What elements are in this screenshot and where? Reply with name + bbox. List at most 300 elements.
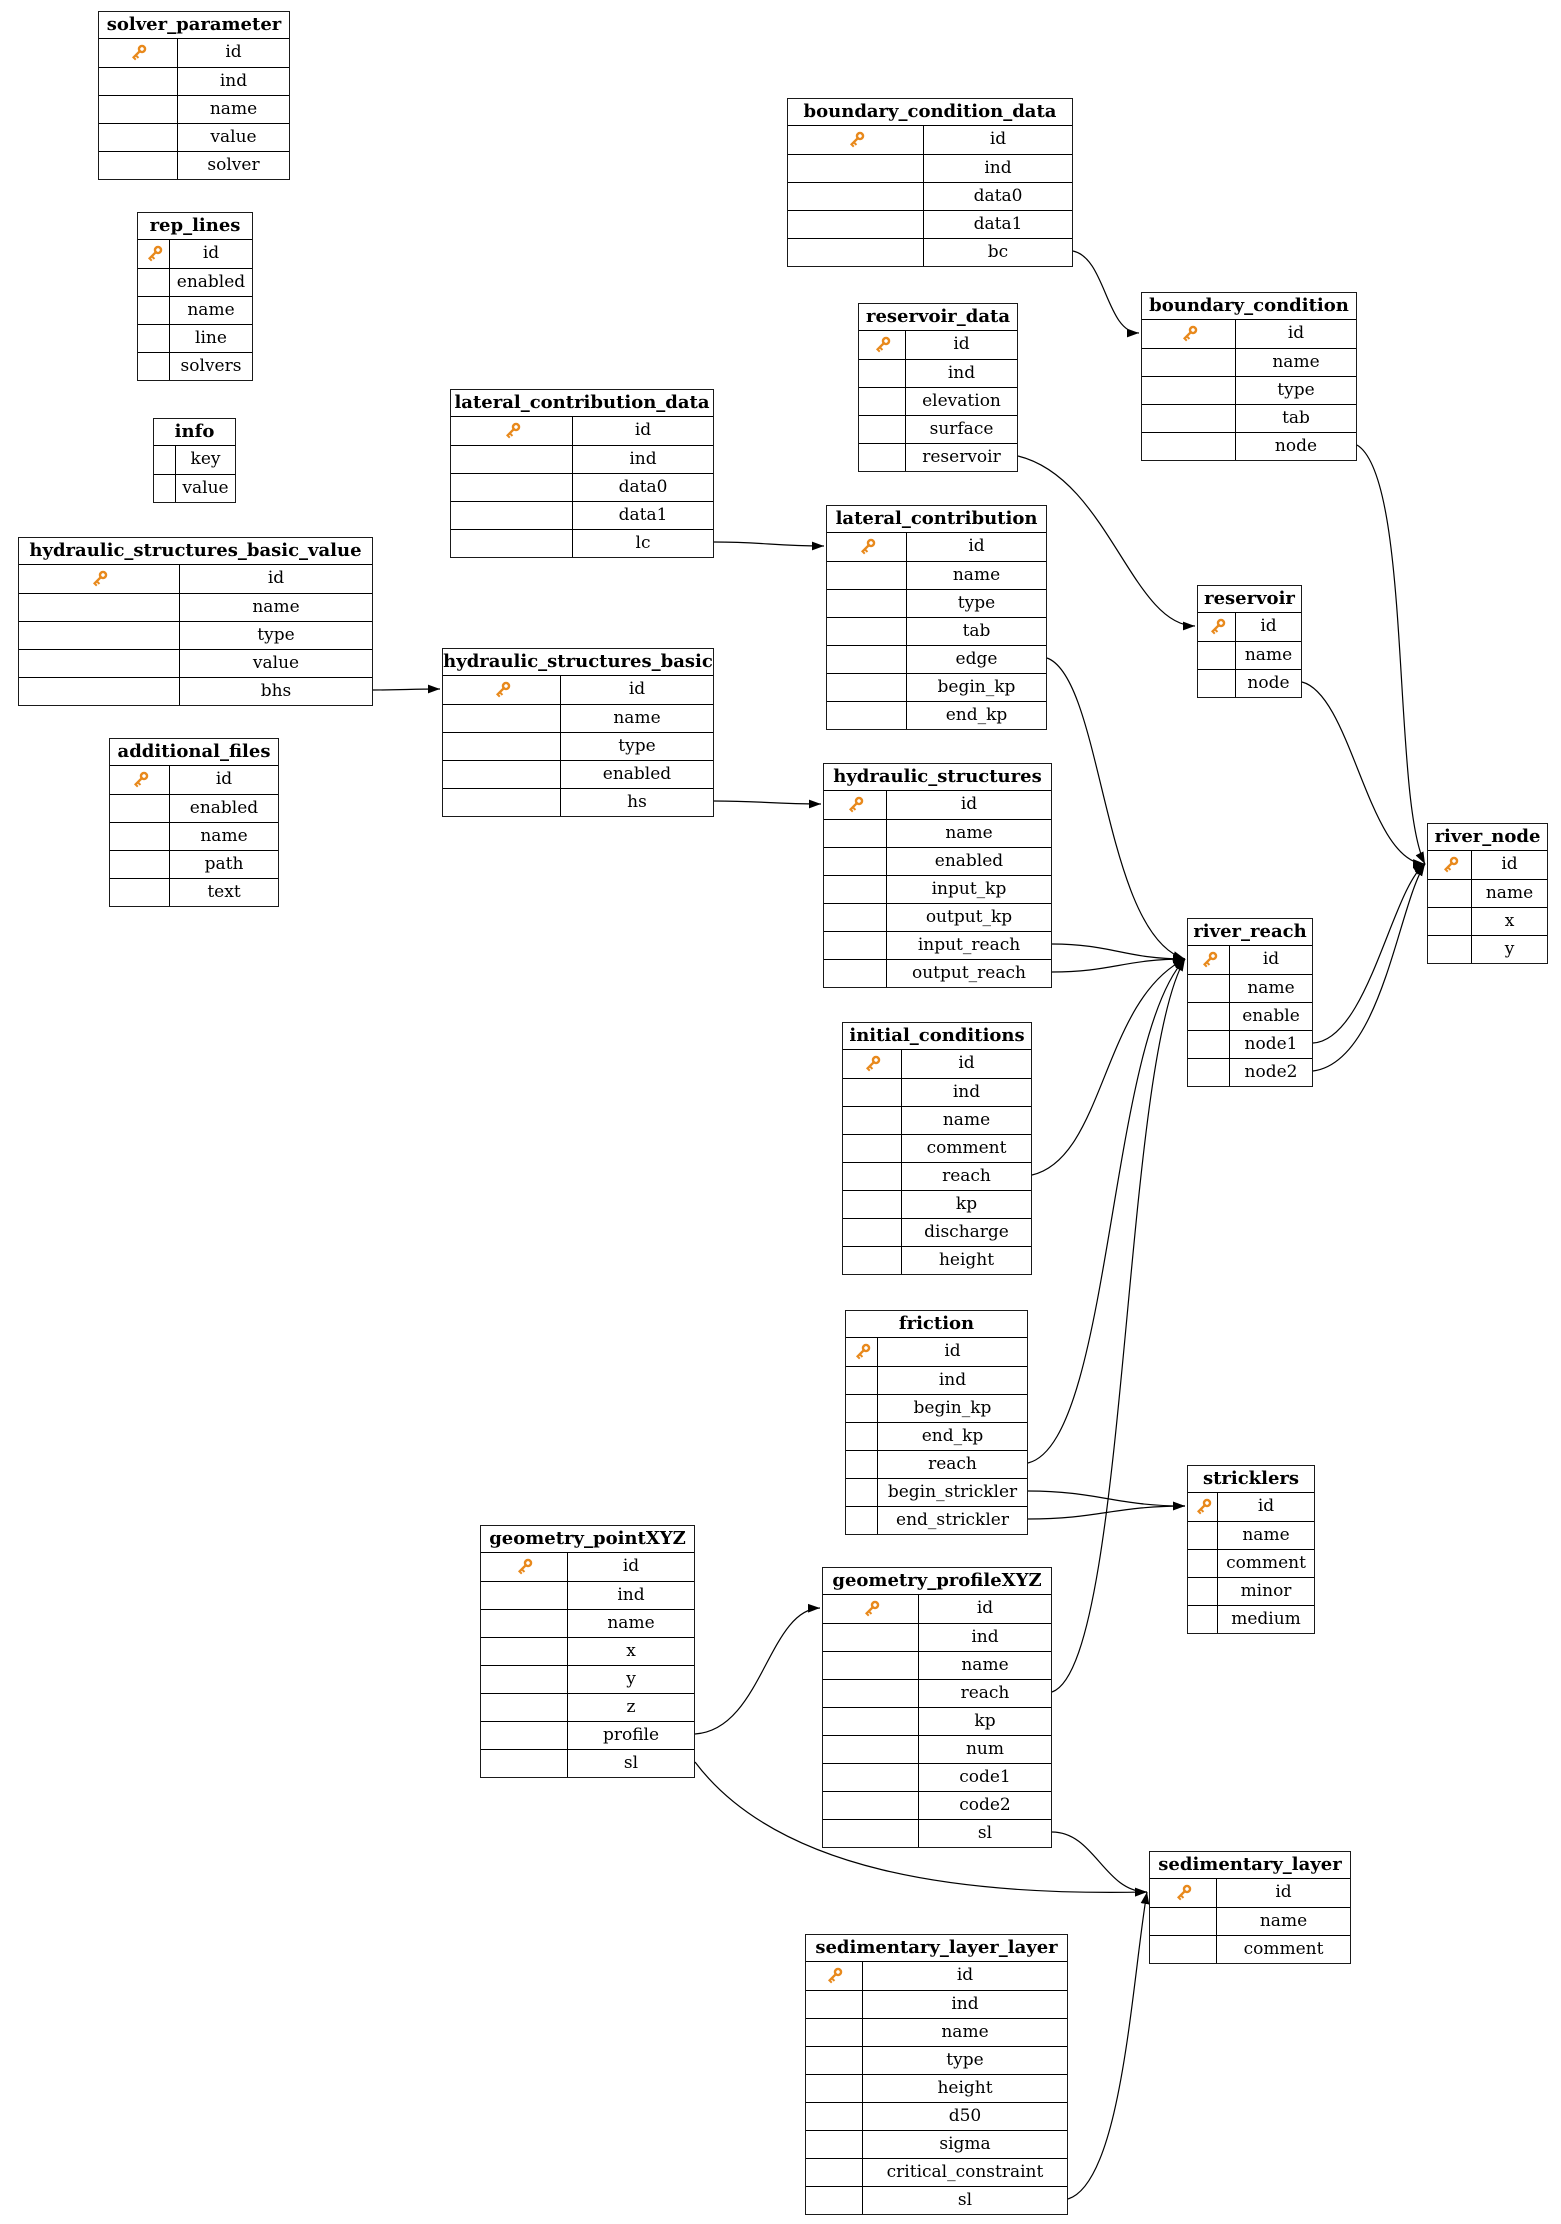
relation-lateral_contribution_data.lc-to-lateral_contribution.id bbox=[714, 542, 824, 546]
field-label: data0 bbox=[973, 186, 1023, 206]
field-row-sedimentary_layer_layer-height bbox=[806, 2074, 1067, 2102]
table-additional_files bbox=[109, 738, 279, 907]
field-label: ind bbox=[629, 449, 657, 469]
field-row-geometry_pointXYZ-z bbox=[481, 1693, 694, 1721]
field-row-lateral_contribution-begin_kp bbox=[827, 673, 1046, 701]
key-cell-empty bbox=[138, 325, 170, 352]
key-cell-empty bbox=[1150, 1908, 1217, 1935]
field-label: name bbox=[1259, 1911, 1308, 1931]
key-cell-empty bbox=[846, 1367, 878, 1394]
key-cell-empty bbox=[110, 795, 170, 822]
field-label: data1 bbox=[973, 214, 1023, 234]
key-cell-empty bbox=[823, 1820, 919, 1847]
table-rep_lines bbox=[137, 212, 253, 381]
field-label: name bbox=[613, 708, 661, 728]
field-row-friction-end_kp bbox=[846, 1422, 1027, 1450]
field-label: end_kp bbox=[921, 1426, 984, 1446]
field-label: id bbox=[1260, 616, 1277, 636]
key-cell-empty bbox=[443, 761, 561, 788]
primary-key-cell bbox=[806, 1962, 863, 1990]
primary-key-cell bbox=[1428, 851, 1472, 879]
table-title-geometry_profileXYZ: geometry_profileXYZ bbox=[823, 1568, 1051, 1595]
field-label: name bbox=[1244, 645, 1293, 665]
field-label: solvers bbox=[180, 356, 242, 376]
key-cell-empty bbox=[824, 904, 887, 931]
field-row-boundary_condition_data-ind bbox=[788, 154, 1072, 182]
key-cell-empty bbox=[1188, 1031, 1230, 1058]
field-label: z bbox=[626, 1697, 636, 1717]
table-friction bbox=[845, 1310, 1028, 1535]
field-label: name bbox=[1247, 978, 1295, 998]
field-label: id bbox=[1275, 1882, 1292, 1902]
field-row-lateral_contribution-tab bbox=[827, 617, 1046, 645]
primary-key-icon bbox=[502, 421, 522, 441]
table-title-boundary_condition: boundary_condition bbox=[1142, 293, 1356, 320]
field-row-reservoir_data-surface bbox=[859, 415, 1017, 443]
table-title-hydraulic_structures_basic_value: hydraulic_structures_basic_value bbox=[19, 538, 372, 565]
primary-key-icon bbox=[128, 43, 148, 63]
relation-geometry_profileXYZ.sl-to-sedimentary_layer.id bbox=[1052, 1832, 1147, 1892]
table-title-hydraulic_structures: hydraulic_structures bbox=[824, 764, 1051, 791]
field-label: id bbox=[225, 42, 242, 62]
key-cell-empty bbox=[1142, 405, 1236, 432]
field-label: type bbox=[946, 2050, 984, 2070]
key-cell-empty bbox=[1188, 1059, 1230, 1086]
primary-key-icon bbox=[492, 680, 512, 700]
field-label: bc bbox=[987, 242, 1009, 262]
primary-key-icon bbox=[861, 1599, 881, 1619]
key-cell-empty bbox=[110, 823, 170, 850]
field-row-stricklers-minor bbox=[1188, 1577, 1314, 1605]
key-cell-empty bbox=[99, 96, 178, 123]
primary-key-icon bbox=[852, 1342, 872, 1362]
field-row-lateral_contribution_data-ind bbox=[451, 445, 713, 473]
field-row-reservoir-node bbox=[1198, 669, 1301, 697]
primary-key-icon bbox=[846, 130, 866, 150]
field-row-initial_conditions-comment bbox=[843, 1134, 1031, 1162]
field-row-reservoir_data-ind bbox=[859, 359, 1017, 387]
key-cell-empty bbox=[788, 211, 924, 238]
field-row-geometry_pointXYZ-profile bbox=[481, 1721, 694, 1749]
primary-key-cell bbox=[1188, 946, 1230, 974]
field-label: id bbox=[968, 536, 985, 556]
key-cell-empty bbox=[19, 622, 180, 649]
key-cell-empty bbox=[1188, 1550, 1218, 1577]
field-label: solver bbox=[207, 155, 260, 175]
field-label: name bbox=[1242, 1525, 1290, 1545]
key-cell-empty bbox=[827, 674, 907, 701]
field-row-friction-id bbox=[846, 1338, 1027, 1366]
field-row-additional_files-name bbox=[110, 822, 278, 850]
field-row-sedimentary_layer-id bbox=[1150, 1879, 1350, 1907]
relation-boundary_condition.node-to-river_node.id bbox=[1357, 445, 1425, 864]
key-cell-empty bbox=[824, 876, 887, 903]
key-cell-empty bbox=[1198, 670, 1236, 697]
field-row-hydraulic_structures-name bbox=[824, 819, 1051, 847]
primary-key-cell bbox=[138, 240, 170, 268]
table-title-sedimentary_layer_layer: sedimentary_layer_layer bbox=[806, 1935, 1067, 1962]
field-row-sedimentary_layer_layer-name bbox=[806, 2018, 1067, 2046]
key-cell-empty bbox=[806, 1991, 863, 2018]
field-row-info-key bbox=[154, 446, 235, 474]
key-cell-empty bbox=[451, 446, 573, 473]
field-label: id bbox=[960, 794, 978, 814]
field-label: enabled bbox=[176, 272, 246, 292]
key-cell-empty bbox=[1428, 936, 1472, 963]
field-row-sedimentary_layer_layer-id bbox=[806, 1962, 1067, 1990]
table-info bbox=[153, 418, 236, 503]
key-cell-empty bbox=[788, 239, 924, 266]
key-cell-empty bbox=[19, 650, 180, 677]
field-label: name bbox=[200, 826, 248, 846]
field-row-initial_conditions-ind bbox=[843, 1078, 1031, 1106]
key-cell-empty bbox=[843, 1135, 902, 1162]
field-label: name bbox=[209, 99, 258, 119]
field-row-rep_lines-id bbox=[138, 240, 252, 268]
primary-key-icon bbox=[1440, 855, 1460, 875]
field-label: enabled bbox=[189, 798, 259, 818]
relation-river_reach.node1-to-river_node.id bbox=[1313, 864, 1425, 1043]
field-row-geometry_profileXYZ-reach bbox=[823, 1679, 1051, 1707]
field-row-sedimentary_layer-name bbox=[1150, 1907, 1350, 1935]
key-cell-empty bbox=[859, 444, 906, 471]
relation-initial_conditions.reach-to-river_reach.id bbox=[1032, 959, 1185, 1175]
field-label: ind bbox=[947, 363, 976, 383]
table-river_reach bbox=[1187, 918, 1313, 1087]
key-cell-empty bbox=[451, 502, 573, 529]
field-label: id bbox=[1262, 949, 1280, 969]
primary-key-cell bbox=[824, 791, 887, 819]
key-cell-empty bbox=[823, 1708, 919, 1735]
relation-reservoir.node-to-river_node.id bbox=[1302, 682, 1425, 864]
field-row-hydraulic_structures_basic_value-value bbox=[19, 649, 372, 677]
table-title-reservoir: reservoir bbox=[1198, 586, 1301, 613]
key-cell-empty bbox=[827, 618, 907, 645]
relation-friction.reach-to-river_reach.id bbox=[1028, 959, 1185, 1463]
field-label: name bbox=[252, 597, 300, 617]
field-row-lateral_contribution_data-lc bbox=[451, 529, 713, 557]
field-label: reservoir bbox=[922, 447, 1001, 467]
field-row-boundary_condition-node bbox=[1142, 432, 1356, 460]
field-label: output_reach bbox=[912, 963, 1026, 983]
field-row-boundary_condition_data-id bbox=[788, 126, 1072, 154]
primary-key-icon bbox=[857, 537, 877, 557]
field-label: key bbox=[190, 449, 221, 469]
field-label: id bbox=[989, 129, 1007, 149]
field-row-hydraulic_structures_basic_value-type bbox=[19, 621, 372, 649]
key-cell-empty bbox=[443, 705, 561, 732]
relation-geometry_pointXYZ.profile-to-geometry_profileXYZ.id bbox=[695, 1608, 820, 1734]
field-label: name bbox=[942, 1110, 991, 1130]
table-title-hydraulic_structures_basic: hydraulic_structures_basic bbox=[443, 649, 713, 676]
primary-key-cell bbox=[1142, 320, 1236, 348]
primary-key-cell bbox=[827, 533, 907, 561]
key-cell-empty bbox=[843, 1107, 902, 1134]
table-boundary_condition_data bbox=[787, 98, 1073, 267]
key-cell-empty bbox=[1142, 433, 1236, 460]
table-title-additional_files: additional_files bbox=[110, 739, 278, 766]
field-row-friction-ind bbox=[846, 1366, 1027, 1394]
relation-boundary_condition_data.bc-to-boundary_condition.id bbox=[1073, 251, 1139, 333]
field-label: id bbox=[628, 679, 646, 699]
field-row-stricklers-medium bbox=[1188, 1605, 1314, 1633]
field-row-geometry_pointXYZ-y bbox=[481, 1665, 694, 1693]
primary-key-cell bbox=[1188, 1493, 1218, 1521]
table-title-lateral_contribution: lateral_contribution bbox=[827, 506, 1046, 533]
field-row-geometry_profileXYZ-sl bbox=[823, 1819, 1051, 1847]
field-label: ind bbox=[984, 158, 1012, 178]
field-label: discharge bbox=[924, 1222, 1009, 1242]
table-stricklers bbox=[1187, 1465, 1315, 1634]
field-label: data0 bbox=[618, 477, 668, 497]
key-cell-empty bbox=[788, 183, 924, 210]
field-label: id bbox=[976, 1598, 994, 1618]
field-row-reservoir_data-id bbox=[859, 331, 1017, 359]
field-row-river_node-name bbox=[1428, 879, 1547, 907]
key-cell-empty bbox=[806, 2103, 863, 2130]
field-row-reservoir-id bbox=[1198, 613, 1301, 641]
field-row-reservoir_data-reservoir bbox=[859, 443, 1017, 471]
field-label: bhs bbox=[260, 681, 292, 701]
field-row-additional_files-path bbox=[110, 850, 278, 878]
field-label: lc bbox=[635, 533, 651, 553]
key-cell-empty bbox=[824, 960, 887, 987]
table-sedimentary_layer bbox=[1149, 1851, 1351, 1964]
table-title-lateral_contribution_data: lateral_contribution_data bbox=[451, 390, 713, 417]
field-label: value bbox=[182, 478, 229, 498]
key-cell-empty bbox=[481, 1666, 568, 1693]
key-cell-empty bbox=[843, 1191, 902, 1218]
field-row-rep_lines-solvers bbox=[138, 352, 252, 380]
field-label: data1 bbox=[618, 505, 668, 525]
field-label: id bbox=[215, 769, 233, 789]
field-row-hydraulic_structures_basic-id bbox=[443, 676, 713, 704]
key-cell-empty bbox=[481, 1610, 568, 1637]
field-row-geometry_pointXYZ-id bbox=[481, 1553, 694, 1581]
field-label: node2 bbox=[1244, 1062, 1298, 1082]
field-row-hydraulic_structures_basic_value-bhs bbox=[19, 677, 372, 705]
field-row-river_node-id bbox=[1428, 851, 1547, 879]
field-row-river_reach-enable bbox=[1188, 1002, 1312, 1030]
table-title-geometry_pointXYZ: geometry_pointXYZ bbox=[481, 1526, 694, 1553]
table-hydraulic_structures_basic_value bbox=[18, 537, 373, 706]
field-row-hydraulic_structures_basic_value-name bbox=[19, 593, 372, 621]
field-row-geometry_pointXYZ-ind bbox=[481, 1581, 694, 1609]
key-cell-empty bbox=[138, 297, 170, 324]
field-row-additional_files-text bbox=[110, 878, 278, 906]
field-label: ind bbox=[971, 1627, 999, 1647]
relation-hydraulic_structures.output_reach-to-river_reach.id bbox=[1052, 959, 1185, 972]
field-label: id bbox=[267, 568, 285, 588]
field-row-river_reach-name bbox=[1188, 974, 1312, 1002]
key-cell-empty bbox=[99, 124, 178, 151]
field-label: reach bbox=[928, 1454, 977, 1474]
key-cell-empty bbox=[827, 590, 907, 617]
table-solver_parameter bbox=[98, 11, 290, 180]
table-title-sedimentary_layer: sedimentary_layer bbox=[1150, 1852, 1350, 1879]
key-cell-empty bbox=[1428, 880, 1472, 907]
field-label: node bbox=[1247, 673, 1290, 693]
field-row-hydraulic_structures_basic-name bbox=[443, 704, 713, 732]
field-label: type bbox=[1277, 380, 1315, 400]
key-cell-empty bbox=[154, 475, 176, 502]
field-label: value bbox=[210, 127, 257, 147]
field-label: begin_strickler bbox=[887, 1482, 1018, 1502]
field-row-geometry_profileXYZ-kp bbox=[823, 1707, 1051, 1735]
field-row-lateral_contribution_data-data0 bbox=[451, 473, 713, 501]
field-label: id bbox=[944, 1341, 961, 1361]
primary-key-cell bbox=[19, 565, 180, 593]
relation-hydraulic_structures_basic_value.bhs-to-hydraulic_structures_basic.id bbox=[373, 689, 440, 690]
key-cell-empty bbox=[859, 360, 906, 387]
primary-key-cell bbox=[443, 676, 561, 704]
field-label: kp bbox=[974, 1711, 996, 1731]
key-cell-empty bbox=[823, 1624, 919, 1651]
field-row-hydraulic_structures_basic-enabled bbox=[443, 760, 713, 788]
field-row-hydraulic_structures_basic-hs bbox=[443, 788, 713, 816]
field-row-lateral_contribution-end_kp bbox=[827, 701, 1046, 729]
field-row-initial_conditions-height bbox=[843, 1246, 1031, 1274]
field-row-boundary_condition-id bbox=[1142, 320, 1356, 348]
field-label: kp bbox=[955, 1194, 978, 1214]
key-cell-empty bbox=[823, 1764, 919, 1791]
field-row-geometry_profileXYZ-ind bbox=[823, 1623, 1051, 1651]
field-row-hydraulic_structures-output_kp bbox=[824, 903, 1051, 931]
key-cell-empty bbox=[451, 530, 573, 557]
key-cell-empty bbox=[1188, 975, 1230, 1002]
key-cell-empty bbox=[823, 1652, 919, 1679]
table-reservoir_data bbox=[858, 303, 1018, 472]
field-label: id bbox=[1501, 854, 1518, 874]
field-row-hydraulic_structures-input_reach bbox=[824, 931, 1051, 959]
field-label: id bbox=[622, 1556, 640, 1576]
relation-lateral_contribution.edge-to-river_reach.id bbox=[1047, 658, 1185, 959]
field-row-info-value bbox=[154, 474, 235, 502]
field-label: type bbox=[957, 593, 996, 613]
key-cell-empty bbox=[451, 474, 573, 501]
field-row-sedimentary_layer_layer-critical_constraint bbox=[806, 2158, 1067, 2186]
key-cell-empty bbox=[138, 353, 170, 380]
field-row-lateral_contribution-id bbox=[827, 533, 1046, 561]
primary-key-icon bbox=[1207, 617, 1227, 637]
field-label: profile bbox=[602, 1725, 660, 1745]
key-cell-empty bbox=[827, 562, 907, 589]
field-row-hydraulic_structures-output_reach bbox=[824, 959, 1051, 987]
field-label: critical_constraint bbox=[886, 2162, 1044, 2182]
key-cell-empty bbox=[1188, 1578, 1218, 1605]
field-row-initial_conditions-id bbox=[843, 1050, 1031, 1078]
table-geometry_pointXYZ bbox=[480, 1525, 695, 1778]
primary-key-icon bbox=[872, 335, 892, 355]
table-hydraulic_structures bbox=[823, 763, 1052, 988]
field-label: num bbox=[965, 1739, 1005, 1759]
field-label: height bbox=[938, 1250, 995, 1270]
field-label: node bbox=[1274, 436, 1318, 456]
field-label: name bbox=[961, 1655, 1009, 1675]
table-reservoir bbox=[1197, 585, 1302, 698]
field-label: line bbox=[195, 328, 227, 348]
field-label: y bbox=[626, 1669, 636, 1689]
table-title-friction: friction bbox=[846, 1311, 1027, 1338]
key-cell-empty bbox=[110, 879, 170, 906]
key-cell-empty bbox=[846, 1423, 878, 1450]
key-cell-empty bbox=[1150, 1936, 1217, 1963]
table-hydraulic_structures_basic bbox=[442, 648, 714, 817]
primary-key-cell bbox=[843, 1050, 902, 1078]
key-cell-empty bbox=[154, 446, 176, 474]
table-lateral_contribution_data bbox=[450, 389, 714, 558]
field-row-sedimentary_layer_layer-ind bbox=[806, 1990, 1067, 2018]
key-cell-empty bbox=[846, 1395, 878, 1422]
field-row-lateral_contribution-name bbox=[827, 561, 1046, 589]
key-cell-empty bbox=[788, 155, 924, 182]
field-row-geometry_profileXYZ-code2 bbox=[823, 1791, 1051, 1819]
field-label: enable bbox=[1242, 1006, 1300, 1026]
key-cell-empty bbox=[843, 1247, 902, 1274]
key-cell-empty bbox=[19, 594, 180, 621]
field-row-rep_lines-line bbox=[138, 324, 252, 352]
primary-key-cell bbox=[788, 126, 924, 154]
field-row-geometry_profileXYZ-num bbox=[823, 1735, 1051, 1763]
field-label: type bbox=[618, 736, 656, 756]
field-label: id bbox=[202, 243, 220, 263]
field-row-river_node-x bbox=[1428, 907, 1547, 935]
key-cell-empty bbox=[806, 2187, 863, 2214]
field-row-reservoir_data-elevation bbox=[859, 387, 1017, 415]
field-row-initial_conditions-discharge bbox=[843, 1218, 1031, 1246]
field-label: d50 bbox=[948, 2106, 982, 2126]
key-cell-empty bbox=[1142, 349, 1236, 376]
field-row-sedimentary_layer_layer-type bbox=[806, 2046, 1067, 2074]
field-label: comment bbox=[1243, 1939, 1324, 1959]
key-cell-empty bbox=[99, 68, 178, 95]
relation-geometry_profileXYZ.reach-to-river_reach.id bbox=[1052, 959, 1185, 1692]
primary-key-cell bbox=[846, 1338, 878, 1366]
key-cell-empty bbox=[19, 678, 180, 705]
relation-hydraulic_structures_basic.hs-to-hydraulic_structures.id bbox=[714, 801, 821, 804]
field-row-initial_conditions-name bbox=[843, 1106, 1031, 1134]
field-row-solver_parameter-solver bbox=[99, 151, 289, 179]
field-label: comment bbox=[926, 1138, 1007, 1158]
key-cell-empty bbox=[859, 416, 906, 443]
table-lateral_contribution bbox=[826, 505, 1047, 730]
field-label: id bbox=[1287, 323, 1305, 343]
table-initial_conditions bbox=[842, 1022, 1032, 1275]
field-label: height bbox=[937, 2078, 993, 2098]
field-row-lateral_contribution_data-id bbox=[451, 417, 713, 445]
field-row-hydraulic_structures-enabled bbox=[824, 847, 1051, 875]
key-cell-empty bbox=[110, 851, 170, 878]
field-label: name bbox=[941, 2022, 989, 2042]
field-label: tab bbox=[962, 621, 991, 641]
field-row-lateral_contribution-type bbox=[827, 589, 1046, 617]
field-row-hydraulic_structures_basic_value-id bbox=[19, 565, 372, 593]
field-row-initial_conditions-kp bbox=[843, 1190, 1031, 1218]
field-label: value bbox=[252, 653, 300, 673]
table-title-info: info bbox=[154, 419, 235, 446]
key-cell-empty bbox=[859, 388, 906, 415]
field-label: reach bbox=[942, 1166, 991, 1186]
field-label: sigma bbox=[939, 2134, 991, 2154]
field-label: elevation bbox=[922, 391, 1001, 411]
field-row-stricklers-name bbox=[1188, 1521, 1314, 1549]
field-label: sl bbox=[623, 1753, 639, 1773]
field-row-additional_files-id bbox=[110, 766, 278, 794]
key-cell-empty bbox=[1188, 1003, 1230, 1030]
field-label: hs bbox=[627, 792, 647, 812]
field-row-hydraulic_structures_basic-type bbox=[443, 732, 713, 760]
field-label: name bbox=[952, 565, 1001, 585]
